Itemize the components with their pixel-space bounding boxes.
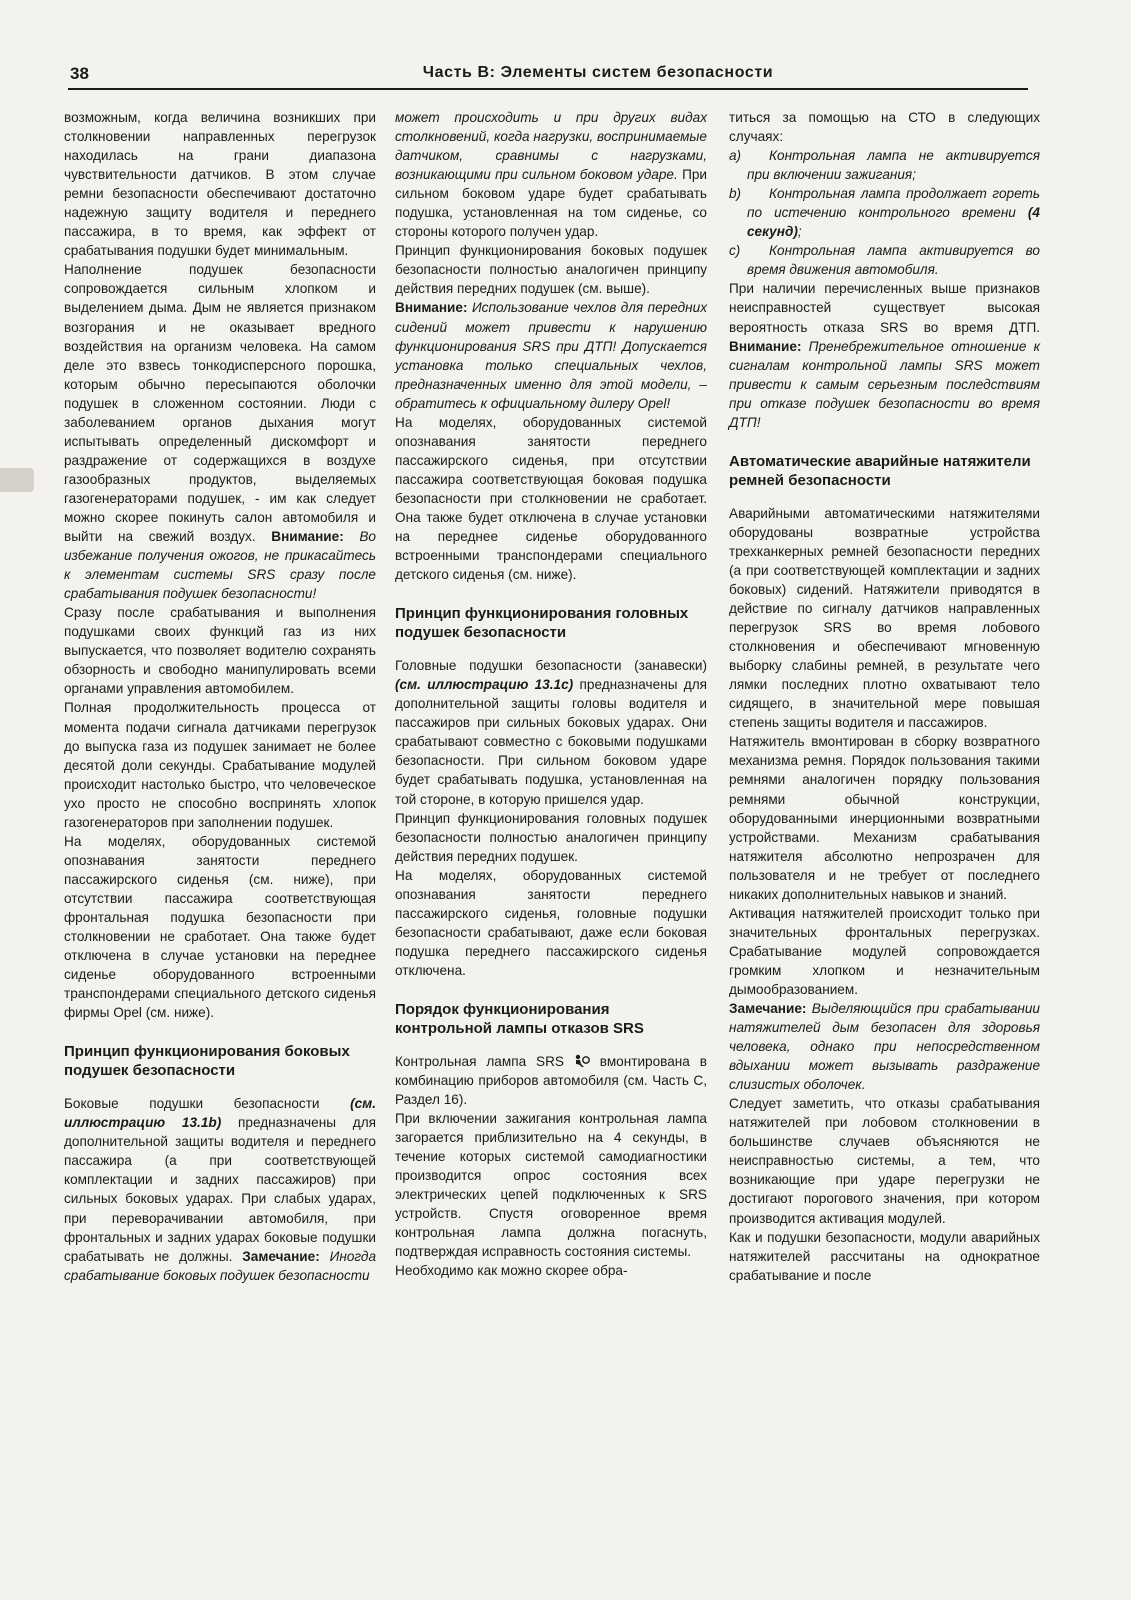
paragraph: Боковые подушки безопасности (см. иллюстрацию 13.1b) предназначены для дополнительной защиты водителя и переднего пассажира (а при соответствующей комплектации и задних пассажиров) при сильных боковых ударах. При слабых ударах, при переворачивании автомобиля, при фронтальных и задних ударах боковые подушки срабатывать не должны. Замечание: Иногда срабатывание боковых подушек безопасности bbox=[64, 1096, 377, 1283]
column-1 bbox=[64, 108, 376, 1285]
warning-label: Внимание: bbox=[729, 338, 802, 354]
paragraph: Аварийными автоматическими натяжителями оборудованы возвратные устройства трехканкерных ремней безопасности передних (а при соответствующей комплектации и задних боковых) сидений. Натяжители приводятся в действие по сигналу датчиков направленных перегрузок SRS во время лобового столкновения и обеспечивают мгновенную выборку слабины ремней, в результате чего лямки последних плотно охватывают тело сидящего, в значительной мере повышая степень защиты водителя и пассажиров. bbox=[729, 505, 1040, 731]
section-heading: Принцип функционирования головных подушек безопасности bbox=[395, 605, 689, 642]
conditions-list bbox=[729, 146, 1040, 279]
paragraph: Наполнение подушек безопасности сопровождается сильным хлопком и выделением дыма. Дым не является признаком возгорания и не оказывает вредного воздействия на организм человека. На самом деле это взвесь тонкодисперсного порошка, которым обычно пересыпаются оболочки подушек в сложенном состоянии. Люди с заболеванием органов дыхания могут испытывать определенный дискомфорт и раздражение от содержащихся в воздухе газообразных продуктов, выделяемых газогенераторами подушек, - им как следует можно скорее покинуть салон автомобиля и выйти на свежий воздух. Внимание: Во избежание получения ожогов, не прикасайтесь к элементам системы SRS сразу после срабатывания подушек безопасности! bbox=[64, 262, 376, 602]
note-text: Выделяющийся при срабатывании натяжителей дым безопасен для здоровья человека, однако при непосредственном вдыхании может вызывать раздражение слизистых оболочек. bbox=[729, 1001, 1040, 1093]
list-item: b) Контрольная лампа продолжает гореть по истечению контрольного времени (4 секунд); bbox=[729, 186, 1040, 240]
section-heading: Принцип функционирования боковых подушек безопасности bbox=[64, 1043, 350, 1080]
figure-reference: (см. иллюстрацию 13.1с) bbox=[395, 677, 574, 693]
paragraph: Контрольная лампа SRS вмонтирована в комбинацию приборов автомобиля (см. Часть С, Раздел 16). bbox=[395, 1053, 707, 1108]
paragraph: Необходимо как можно скорее обра- bbox=[395, 1263, 628, 1279]
section-heading: Порядок функционирования контрольной лампы отказов SRS bbox=[395, 1000, 644, 1037]
paragraph: Активация натяжителей происходит только при значительных фронтальных перегрузках. Срабатывание модулей сопровождается громким хлопком и незначительным дымообразованием. bbox=[729, 905, 1040, 997]
paragraph bbox=[729, 999, 1040, 1094]
warning-text: Во избежание получения ожогов, не прикасайтесь к элементам системы SRS сразу после срабатывания подушек безопасности! bbox=[64, 529, 376, 602]
list-item: а) Контрольная лампа не активируется при включении зажигания; bbox=[729, 148, 1040, 183]
paragraph: Следует заметить, что отказы срабатывания натяжителей при лобовом столкновении в большинстве случаев объясняются не неисправностью системы, а тем, что возникающие при ударе перегрузки не достигают порогового значения, при котором производится активация модулей. bbox=[729, 1096, 1040, 1226]
side-tab-marker bbox=[0, 468, 34, 492]
paragraph: возможным, когда величина возникших при столкновении направленных перегрузок находилась на грани диапазона чувствительности датчиков. В этом случае ремни безопасности обеспечивают достаточно надежную защиту водителя и переднего пассажира, в то время, как эффект от срабатывания подушки будет минимальным. bbox=[64, 110, 376, 259]
list-item: с) Контрольная лампа активируется во время движения автомобиля. bbox=[729, 243, 1040, 278]
paragraph: Сразу после срабатывания и выполнения подушками своих функций газ из них выпускается, что позволяет водителю сохранять обзорность и свободно манипулировать всеми органами управления автомобилем. bbox=[64, 605, 376, 697]
paragraph: Натяжитель вмонтирован в сборку возвратного механизма ремня. Порядок пользования такими ремнями аналогичен порядку пользования ремнями обычной конструкции, оборудованными инерционными возвратными устройствами. Механизм срабатывания натяжителя абсолютно непрозрачен для пользователя и не требует от последнего никаких дополнительных навыков и знаний. bbox=[729, 734, 1040, 902]
paragraph: При наличии перечисленных выше признаков неисправностей существует высокая вероятность отказа SRS во время ДТП. Внимание: Пренебрежительное отношение к сигналам контрольной лампы SRS может привести к самым серьезным последствиям при отказе подушек безопасности во время ДТП! bbox=[729, 281, 1041, 430]
column-3 bbox=[729, 108, 1040, 1285]
paragraph: Принцип функционирования головных подушек безопасности полностью аналогичен принципу действия передних подушек. bbox=[395, 810, 707, 864]
srs-airbag-icon bbox=[574, 1054, 590, 1068]
page-number: 38 bbox=[70, 64, 89, 83]
paragraph: При включении зажигания контрольная лампа загорается приблизительно на 4 секунды, в течение которых системой самодиагностики производится опрос состояния всех электрических цепей подключенных к SRS устройств. Спустя оговоренное время контрольная лампа должна погаснуть, подтверждая исправность состояния системы. bbox=[395, 1111, 707, 1260]
warning-label: Внимание: bbox=[395, 300, 468, 316]
section-heading: Автоматические аварийные натяжители ремней безопасности bbox=[729, 452, 1031, 489]
paragraph: титься за помощью на СТО в следующих случаях: bbox=[729, 110, 1040, 145]
note-text: Иногда срабатывание боковых подушек безопасности bbox=[64, 1248, 376, 1283]
paragraph: На моделях, оборудованных системой опознавания занятости переднего пассажирского сиденья, головные подушки безопасности срабатывают, даже если боковая подушка переднего пассажирского сиденья отключена. bbox=[395, 867, 707, 978]
paragraph: Полная продолжительность процесса от момента подачи сигнала датчиками перегрузок до выпуска газа из подушек занимает не более десятой доли секунды. Срабатывание модулей происходит настолько быстро, что человеческое ухо просто не способно воспринять хлопок газогенераторов при заполнении подушек. bbox=[64, 700, 376, 830]
note-label: Замечание: bbox=[729, 1001, 807, 1017]
header-rule bbox=[68, 88, 1028, 90]
running-title: Часть В: Элементы систем безопасности bbox=[422, 64, 774, 81]
paragraph: Головные подушки безопасности (занавески) (см. иллюстрацию 13.1с) предназначены для дополнительной защиты головы водителя и пассажиров при сильных боковых ударах. Они срабатывают совместно с боковыми подушками безопасности. При сильном боковом ударе будет срабатывать подушка, установленная на той стороне, в которую пришелся удар. bbox=[395, 658, 708, 807]
paragraph: На моделях, оборудованных системой опознавания занятости переднего пассажирского сиденья, при отсутствии пассажира соответствующая боковая подушка безопасности при столкновении не сработает. Она также будет отключена в случае установки на переднее сиденье оборудованного встроенными транспондерами специального детского сиденья (см. ниже). bbox=[395, 414, 707, 583]
figure-reference: (см. иллюстрацию 13.1b) bbox=[64, 1096, 377, 1131]
paragraph: Принцип функционирования боковых подушек безопасности полностью аналогичен принципу действия передних подушек (см. выше). bbox=[395, 243, 707, 297]
paragraph bbox=[395, 298, 707, 412]
note-label: Замечание: bbox=[242, 1248, 320, 1264]
warning-text: Использование чехлов для передних сидений может привести к нарушению функционирования SRS при ДТП! Допускается установка только специальных чехлов, предназначенных именно для этой модели, – обратитесь к официальному дилеру Opel! bbox=[395, 300, 708, 411]
page-header bbox=[68, 64, 1028, 86]
warning-label: Внимание: bbox=[271, 529, 344, 545]
paragraph: Как и подушки безопасности, модули аварийных натяжителей рассчитаны на однократное срабатывание и после bbox=[729, 1229, 1040, 1283]
paragraph: На моделях, оборудованных системой опознавания занятости переднего пассажирского сиденья (см. ниже), при отсутствии пассажира соответствующая фронтальная подушка безопасности при столкновении не сработает. Она также будет отключена в случае установки на переднее сиденье оборудованного встроенными транспондерами специального детского сиденья фирмы Opel (см. ниже). bbox=[64, 833, 376, 1021]
column-2 bbox=[395, 108, 707, 1281]
paragraph: может происходить и при других видах столкновений, когда нагрузки, воспринимаемые датчиком, сравнимы с нагрузками, возникающими при сильном боковом ударе. При сильном боковом ударе будет срабатывать подушка, установленная на том сиденье, со стороны которого получен удар. bbox=[395, 110, 707, 240]
warning-text: Пренебрежительное отношение к сигналам контрольной лампы SRS может привести к самым серьезным последствиям при отказе подушек безопасности во время ДТП! bbox=[729, 338, 1041, 430]
